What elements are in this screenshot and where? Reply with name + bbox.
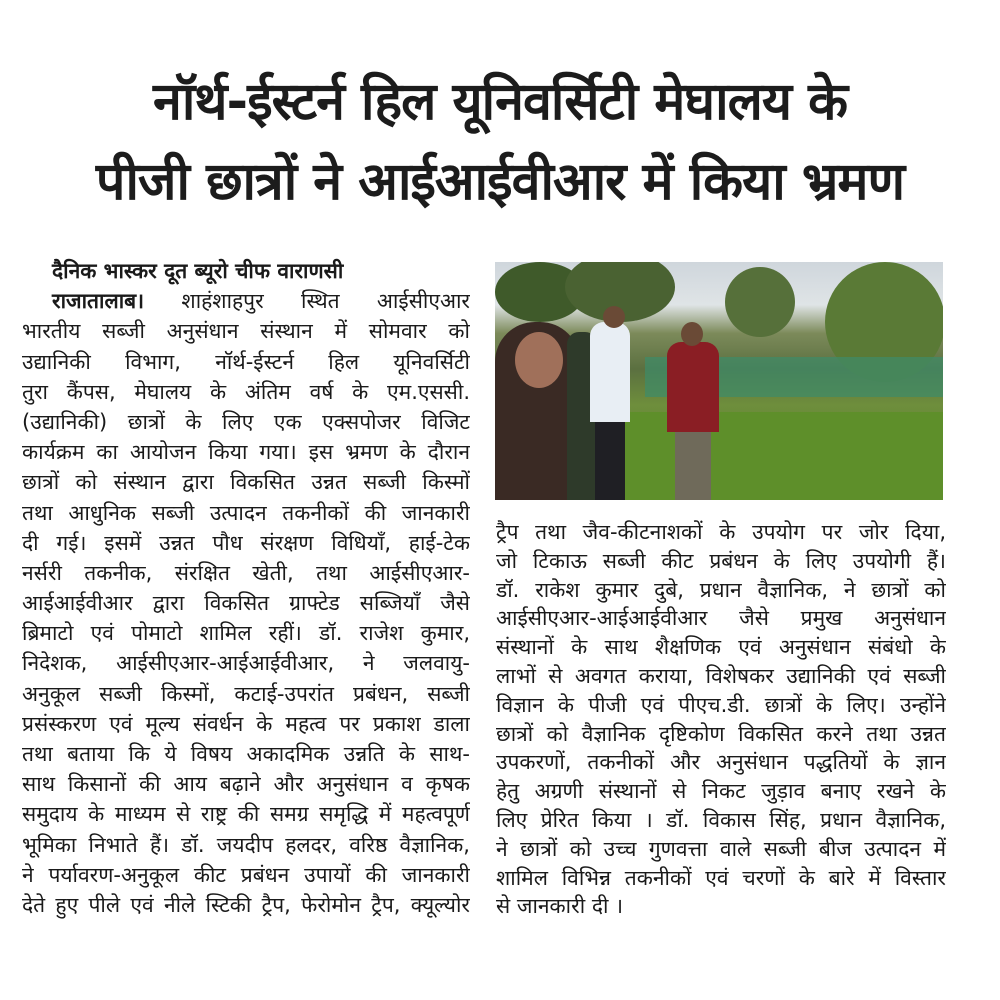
body-line: प्रसंस्करण एवं मूल्य संवर्धन के महत्व पर प्रकाश डाला xyxy=(22,711,470,736)
body-line: हेतु अग्रणी संस्थानों से निकट जुड़ाव बनाए रखने के xyxy=(496,779,946,804)
body-line: अनुकूल सब्जी किस्मों, कटाई-उपरांत प्रबंधन, सब्जी xyxy=(22,681,470,706)
body-line: ने छात्रों को उच्च गुणवत्ता वाले सब्जी बीज उत्पादन में xyxy=(496,836,946,861)
body-line: विज्ञान के पीजी एवं पीएच.डी. छात्रों के लिए। उन्होंने xyxy=(496,692,946,717)
body-line: दी गई। इसमें उन्नत पौध संरक्षण विधियाँ, हाई-टेक xyxy=(22,530,470,555)
body-line: कार्यक्रम का आयोजन किया गया। इस भ्रमण के दौरान xyxy=(22,440,470,465)
body-line: नर्सरी तकनीक, संरक्षित खेती, तथा आईसीएआर- xyxy=(22,560,470,585)
body-line: से जानकारी दी । xyxy=(496,894,624,919)
headline-line-1: नॉर्थ-ईस्टर्न हिल यूनिवर्सिटी मेघालय के xyxy=(152,72,848,132)
body-line: साथ किसानों की आय बढ़ाने और अनुसंधान व कृषक xyxy=(22,772,470,797)
body-line: तुरा कैंपस, मेघालय के अंतिम वर्ष के एम.एससी. xyxy=(22,379,470,404)
dateline-line xyxy=(22,286,470,316)
article-left-column xyxy=(22,256,470,920)
body-line: शाहंशाहपुर स्थित आईसीएआर xyxy=(144,289,470,314)
body-line: जो टिकाऊ सब्जी कीट प्रबंधन के लिए उपयोगी हैं। xyxy=(496,548,946,573)
body-line: भूमिका निभाते हैं। डॉ. जयदीप हलदर, वरिष्ठ वैज्ञानिक, xyxy=(22,832,470,857)
body-line: डॉ. राकेश कुमार दुबे, प्रधान वैज्ञानिक, ने छात्रों को xyxy=(496,577,946,602)
headline-line-2: पीजी छात्रों ने आईआईवीआर में किया भ्रमण xyxy=(95,152,905,212)
body-line: भारतीय सब्जी अनुसंधान संस्थान में सोमवार को xyxy=(22,319,470,344)
body-line: शामिल विभिन्न तकनीकों एवं चरणों के बारे में विस्तार xyxy=(496,865,946,890)
dateline: राजातालाब। xyxy=(52,289,145,314)
article-right-column xyxy=(496,518,946,921)
body-line: छात्रों को संस्थान द्वारा विकसित उन्नत सब्जी किस्मों xyxy=(22,470,470,495)
body-line: लाभों से अवगत कराया, विशेषकर उद्यानिकी एवं सब्जी xyxy=(496,663,946,688)
body-line: देते हुए पीले एवं नीले स्टिकी ट्रैप, फेरोमोन ट्रैप, क्यूल्योर xyxy=(22,892,470,917)
body-line: ने पर्यावरण-अनुकूल कीट प्रबंधन उपायों की जानकारी xyxy=(22,862,470,887)
body-line: तथा आधुनिक सब्जी उत्पादन तकनीकों की जानकारी xyxy=(22,500,470,525)
body-line: तथा बताया कि ये विषय अकादमिक उन्नति के साथ- xyxy=(22,742,470,766)
body-line: ब्रिमाटो एवं पोमाटो शामिल रहीं। डॉ. राजेश कुमार, xyxy=(22,621,470,646)
body-line: समुदाय के माध्यम से राष्ट्र की समग्र समृद्धि में महत्वपूर्ण xyxy=(22,802,470,827)
article-photo xyxy=(495,262,943,500)
body-line: संस्थानों के साथ शैक्षणिक एवं अनुसंधान संबंधो के xyxy=(496,635,946,660)
body-line: आईसीएआर-आईआईवीआर जैसे प्रमुख अनुसंधान xyxy=(496,606,946,631)
byline: दैनिक भास्कर दूत ब्यूरो चीफ वाराणसी xyxy=(52,259,344,283)
body-line: लिए प्रेरित किया । डॉ. विकास सिंह, प्रधान वैज्ञानिक, xyxy=(496,807,946,832)
body-line: ट्रैप तथा जैव-कीटनाशकों के उपयोग पर जोर दिया, xyxy=(496,520,946,544)
body-line: उपकरणों, तकनीकों और अनुसंधान पद्धतियों के ज्ञान xyxy=(496,750,946,775)
body-line: (उद्यानिकी) छात्रों के लिए एक एक्सपोजर विजिट xyxy=(22,409,470,434)
body-line: निदेशक, आईसीएआर-आईआईवीआर, ने जलवायु- xyxy=(22,651,470,676)
body-line: आईआईवीआर द्वारा विकसित ग्राफ्टेड सब्जियाँ जैसे xyxy=(22,591,470,616)
body-line: उद्यानिकी विभाग, नॉर्थ-ईस्टर्न हिल यूनिवर्सिटी xyxy=(22,349,470,374)
body-line: छात्रों को वैज्ञानिक दृष्टिकोण विकसित करने तथा उन्नत xyxy=(496,721,946,746)
